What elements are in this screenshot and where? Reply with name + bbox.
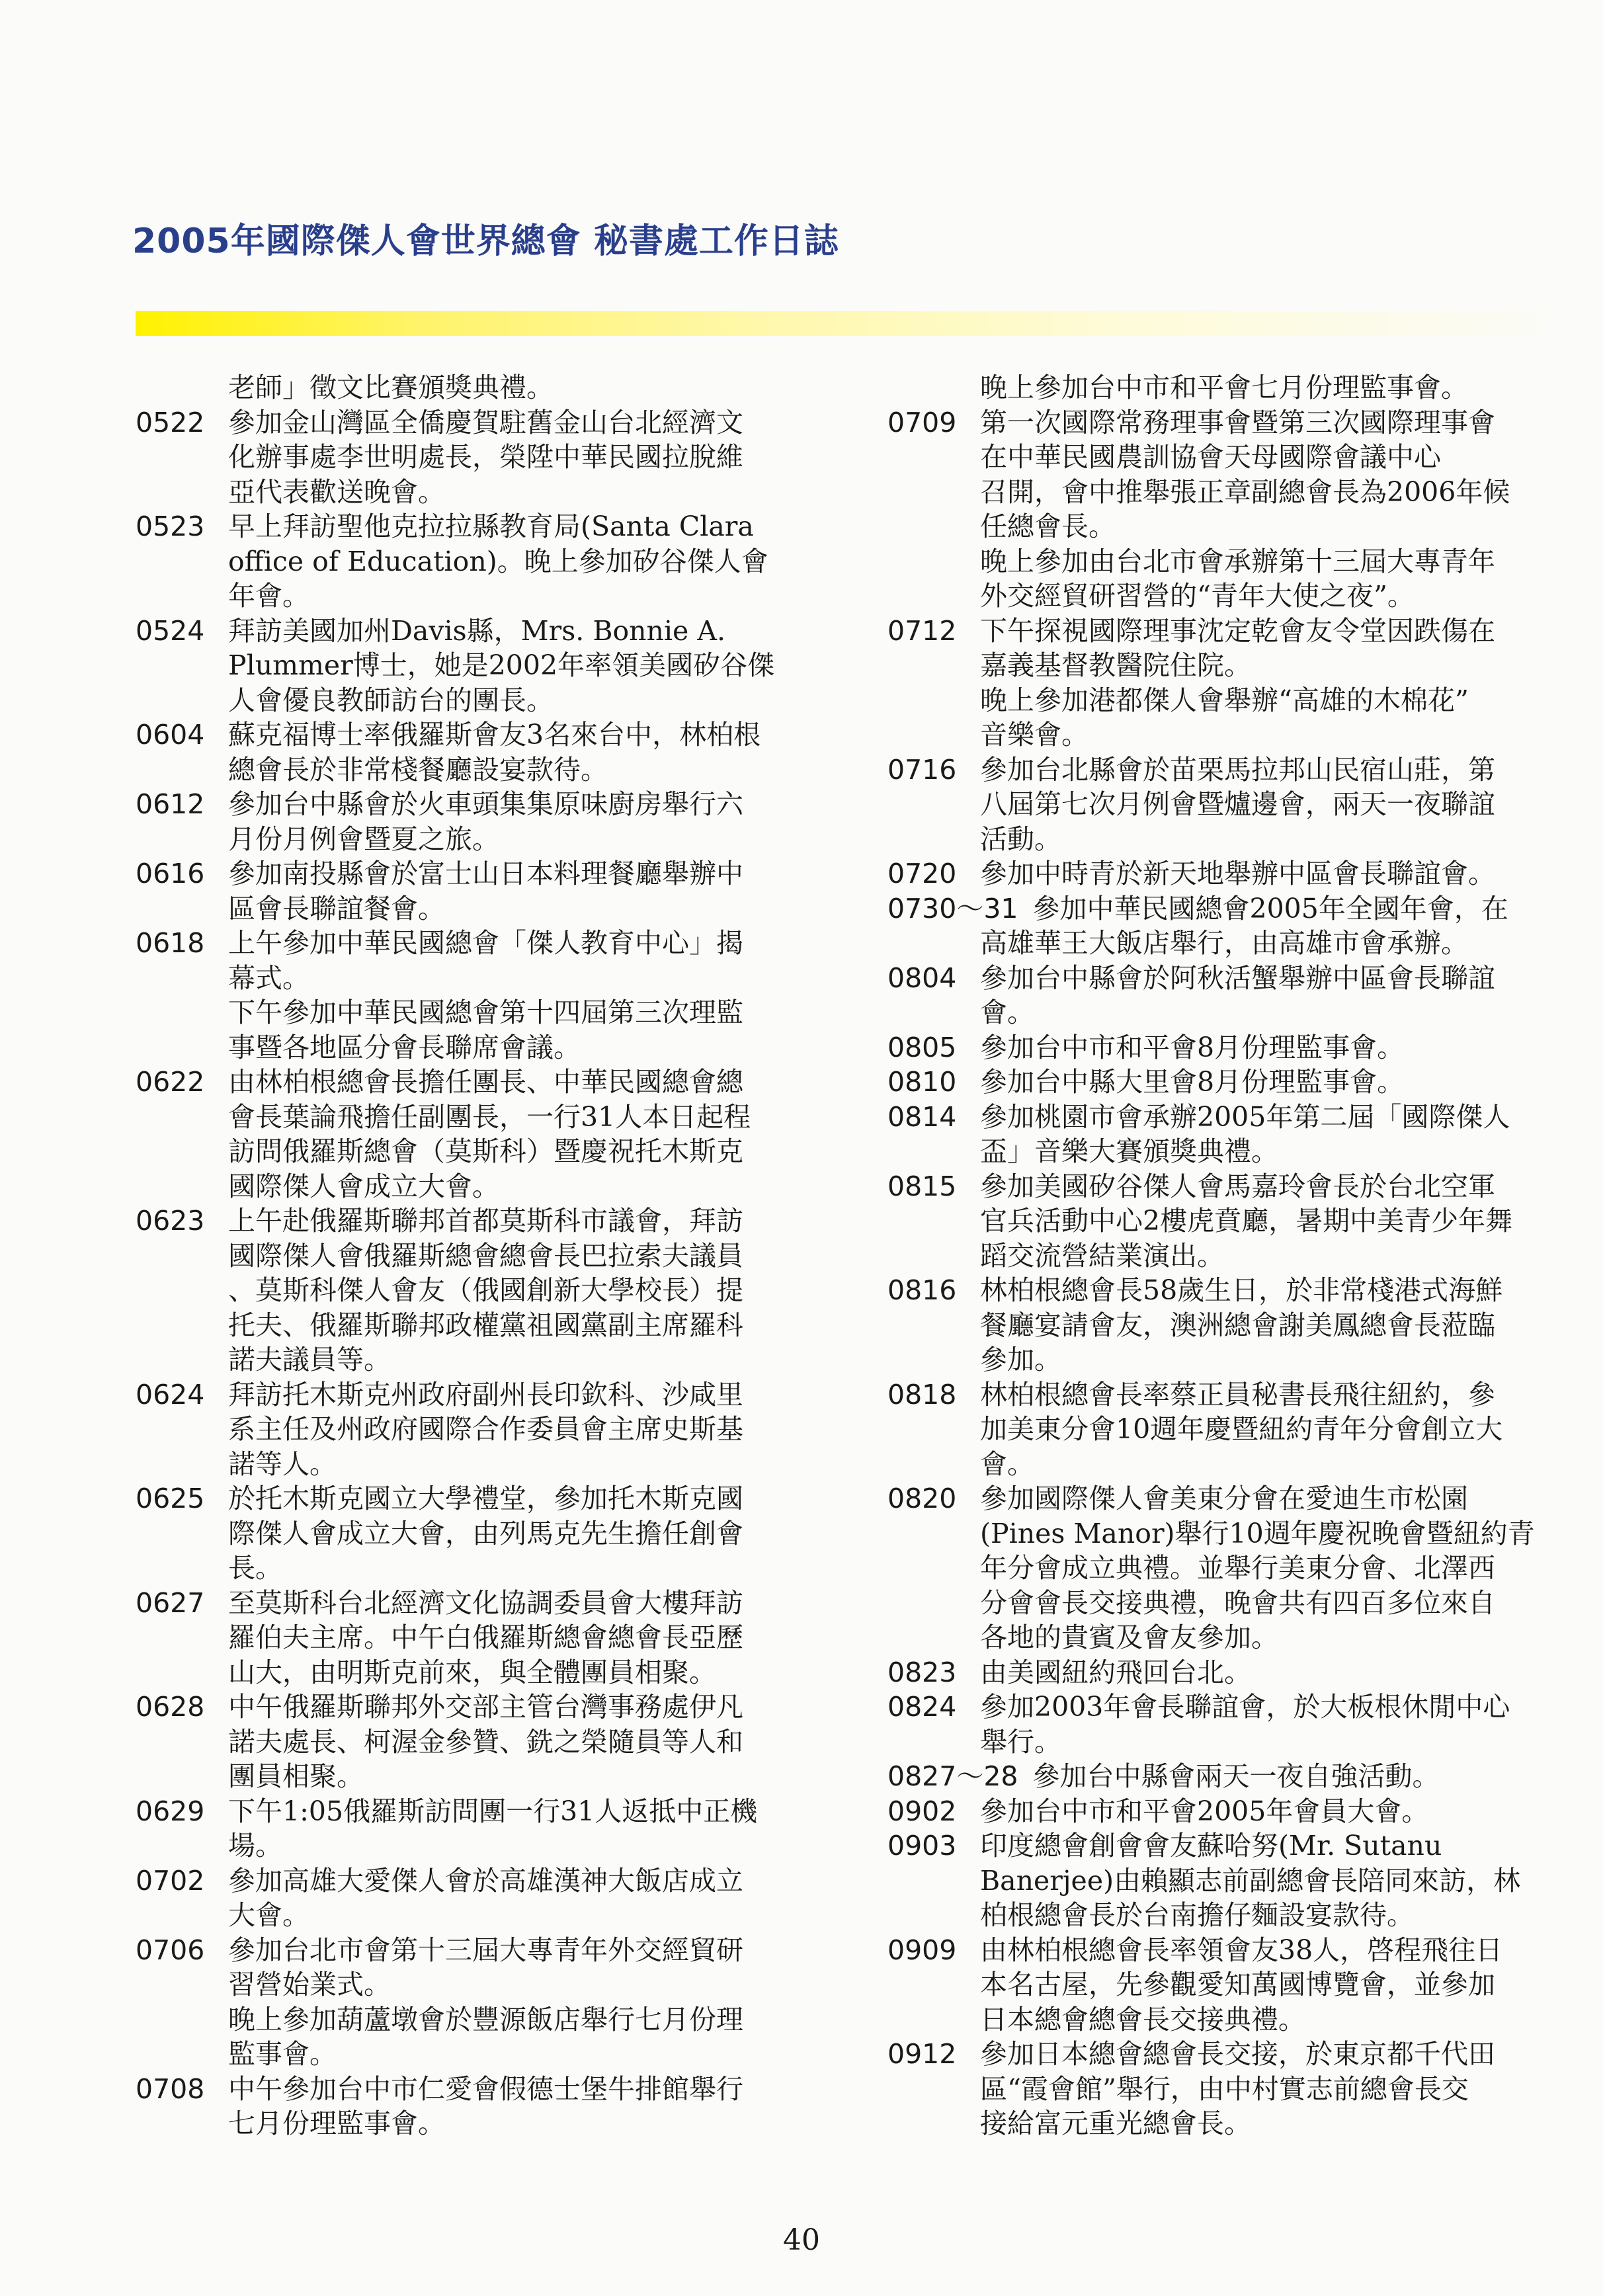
right-column <box>887 370 1549 2141</box>
page-title: 2005年國際傑人會世界總會 秘書處工作日誌 <box>132 222 839 261</box>
entry-date: 0623 <box>136 1205 205 1237</box>
entry-date: 0824 <box>887 1691 957 1723</box>
log-entry <box>136 1794 797 1864</box>
log-entry <box>887 1655 1549 1690</box>
entry-date: 0804 <box>887 962 957 994</box>
log-entry <box>887 1794 1549 1829</box>
entry-text-line: 分會會長交接典禮，晚會共有四百多位來自 <box>980 1586 1495 1619</box>
entry-text-line: 官兵活動中心2樓虎賁廳，暑期中美青少年舞 <box>980 1205 1513 1237</box>
log-entry <box>887 1100 1549 1169</box>
entry-text-line: 由林柏根總會長率領會友38人，啓程飛往日 <box>980 1934 1503 1966</box>
log-entry <box>136 926 797 1065</box>
entry-text-line: 團員相聚。 <box>228 1760 364 1792</box>
log-entry <box>887 1759 1549 1794</box>
entry-text-line: 羅伯夫主席。中午白俄羅斯總會總會長亞歷 <box>228 1621 743 1653</box>
entry-text-line: 由美國紐約飛回台北。 <box>980 1656 1251 1688</box>
entry-date: 0524 <box>136 614 205 647</box>
entry-text-line: 監事會。 <box>228 2038 337 2070</box>
log-entry <box>136 1864 797 1933</box>
entry-date: 0816 <box>887 1274 957 1306</box>
log-entry <box>887 891 1549 961</box>
entry-text-line: 亞代表歡送晚會。 <box>228 475 445 508</box>
entry-date: 0827～28 <box>887 1760 1018 1792</box>
log-entry <box>887 1690 1549 1759</box>
entry-text-line: 加美東分會10週年慶暨紐約青年分會創立大 <box>980 1413 1503 1445</box>
entry-text-line: 任總會長。 <box>980 511 1116 542</box>
log-entry <box>887 856 1549 891</box>
entry-text-line: 林柏根總會長率蔡正員秘書長飛往紐約，參 <box>980 1378 1495 1411</box>
log-entry <box>887 1481 1549 1655</box>
entry-text-line: 系主任及州政府國際合作委員會主席史斯基 <box>228 1413 743 1445</box>
entry-text-line <box>887 891 1549 926</box>
log-entry <box>887 1030 1549 1065</box>
entry-text-line: 各地的貴賓及會友參加。 <box>980 1621 1278 1653</box>
entry-date: 0720 <box>887 858 957 889</box>
entry-text-line: 拜訪托木斯克州政府副州長印欽科、沙咸里 <box>228 1378 743 1411</box>
log-entry <box>136 787 797 856</box>
entry-text-line: 七月份理監事會。 <box>228 2108 445 2139</box>
entry-date: 0909 <box>887 1934 957 1966</box>
entry-date: 0706 <box>136 1934 205 1966</box>
entry-text-line: 參加2003年會長聯誼會，於大板根休閒中心 <box>980 1691 1510 1723</box>
entry-text-line: 化辦事處李世明處長，榮陞中華民國拉脫維 <box>228 441 743 473</box>
entry-date: 0912 <box>887 2038 957 2070</box>
log-entry <box>136 509 797 614</box>
entry-text-line: 人會優良教師訪台的團長。 <box>228 684 554 716</box>
log-entry <box>887 1828 1549 1933</box>
entry-text-line: 總會長於非常棧餐廳設宴款待。 <box>228 753 608 786</box>
entry-text-line: 第一次國際常務理事會暨第三次國際理事會 <box>980 406 1495 438</box>
entry-text-line: 年會。 <box>228 580 309 612</box>
entry-text-line: 至莫斯科台北經濟文化協調委員會大樓拜訪 <box>228 1586 743 1619</box>
entry-text-line: 諾夫處長、柯渥金參贊、銑之榮隨員等人和 <box>228 1725 743 1758</box>
entry-text-line: 中午參加台中市仁愛會假德士堡牛排館舉行 <box>228 2072 743 2105</box>
entry-text-line: 印度總會創會會友蘇哈努(Mr. Sutanu <box>980 1830 1442 1862</box>
entry-text-line: 參加美國矽谷傑人會馬嘉玲會長於台北空軍 <box>980 1170 1495 1202</box>
entry-date: 0627 <box>136 1586 205 1619</box>
entry-text-line: 餐廳宴請會友，澳洲總會謝美鳳總會長蒞臨 <box>980 1309 1495 1341</box>
entry-text-line: 年分會成立典禮。並舉行美東分會、北澤西 <box>980 1552 1495 1584</box>
entry-text-line: 托夫、俄羅斯聯邦政權黨祖國黨副主席羅科 <box>228 1309 743 1341</box>
entry-text-line: 區會長聯誼餐會。 <box>228 892 445 924</box>
entry-date: 0902 <box>887 1795 957 1827</box>
log-entry <box>136 1690 797 1794</box>
log-entry <box>887 614 1549 753</box>
log-entry <box>887 753 1549 857</box>
entry-text-line: 參加台中縣大里會8月份理監事會。 <box>980 1066 1405 1098</box>
entry-text-line: 於托木斯克國立大學禮堂，參加托木斯克國 <box>228 1483 743 1514</box>
entry-text-line: 嘉義基督教醫院住院。 <box>980 649 1251 681</box>
entry-text: 參加中華民國總會2005年全國年會，在 <box>1032 892 1508 924</box>
entry-text-line: 、莫斯科傑人會友（俄國創新大學校長）提 <box>228 1274 743 1306</box>
entry-text-line: 會。 <box>980 1448 1034 1480</box>
log-entry <box>136 1377 797 1482</box>
entry-date: 0818 <box>887 1378 957 1411</box>
entry-text-line: 場。 <box>228 1830 282 1862</box>
entry-date: 0820 <box>887 1483 957 1514</box>
log-entry <box>887 1933 1549 2037</box>
entry-date: 0618 <box>136 927 205 959</box>
entry-date: 0708 <box>136 2072 205 2105</box>
entry-date: 0625 <box>136 1483 205 1514</box>
log-entry <box>136 1586 797 1690</box>
log-entry <box>887 405 1549 614</box>
entry-text-line: 舉行。 <box>980 1725 1061 1758</box>
log-entry <box>136 1933 797 2072</box>
entry-date: 0624 <box>136 1378 205 1411</box>
entry-text-line: 會長葉論飛擔任副團長，一行31人本日起程 <box>228 1100 751 1133</box>
entry-date: 0903 <box>887 1830 957 1862</box>
entry-text-line: 音樂會。 <box>980 719 1089 751</box>
entry-text-line: 山大，由明斯克前來，與全體團員相聚。 <box>228 1656 716 1688</box>
entry-date: 0628 <box>136 1691 205 1723</box>
entry-text-line: (Pines Manor)舉行10週年慶祝晚會暨紐約青 <box>980 1517 1535 1549</box>
entry-text-line: 林柏根總會長58歲生日，於非常棧港式海鮮 <box>980 1274 1503 1306</box>
entry-text-line: 長。 <box>228 1552 282 1584</box>
entry-text-line: 訪問俄羅斯總會（莫斯科）暨慶祝托木斯克 <box>228 1135 743 1167</box>
entry-text-line: 下午參加中華民國總會第十四屆第三次理監 <box>228 997 743 1028</box>
entry-text-line: 參加中時青於新天地舉辦中區會長聯誼會。 <box>980 858 1495 889</box>
entry-date: 0604 <box>136 719 205 751</box>
entry-text-line: 在中華民國農訓協會天母國際會議中心 <box>980 441 1441 473</box>
entry-text-line: Banerjee)由賴顯志前副總會長陪同來訪，林 <box>980 1864 1521 1897</box>
entry-text-line: 參加台中市和平會8月份理監事會。 <box>980 1031 1405 1063</box>
entry-text-line: 區“霞會館”舉行，由中村實志前總會長交 <box>980 2072 1469 2105</box>
log-entry <box>136 1065 797 1204</box>
entry-text-line <box>887 1759 1549 1794</box>
entry-date: 0523 <box>136 511 205 542</box>
left-column <box>136 370 797 2141</box>
entry-date: 0815 <box>887 1170 957 1202</box>
entry-text-line: 下午1:05俄羅斯訪問團一行31人返抵中正機 <box>228 1795 758 1827</box>
entry-text-line: 國際傑人會成立大會。 <box>228 1170 499 1202</box>
entry-text-line: 高雄華王大飯店舉行，由高雄市會承辦。 <box>980 927 1468 959</box>
entry-text: 參加台中縣會兩天一夜自強活動。 <box>1032 1760 1440 1792</box>
entry-text-line: 本名古屋，先參觀愛知萬國博覽會，並參加 <box>980 1969 1495 2000</box>
entry-text-line: Plummer博士，她是2002年率領美國矽谷傑 <box>228 649 775 681</box>
entry-text-line: 外交經貿研習營的“青年大使之夜”。 <box>980 580 1415 612</box>
log-entry <box>136 718 797 787</box>
entry-text-line: 蹈交流營結業演出。 <box>980 1239 1224 1272</box>
entry-text-line: 幕式。 <box>228 962 309 994</box>
entry-text-line: 八屆第七次月例會暨爐邊會，兩天一夜聯誼 <box>980 788 1495 820</box>
log-entry <box>887 1065 1549 1100</box>
entry-text-line: 國際傑人會俄羅斯總會總會長巴拉索夫議員 <box>228 1239 743 1272</box>
entry-text-line: 參加台中市和平會2005年會員大會。 <box>980 1795 1429 1827</box>
entry-date: 0629 <box>136 1795 205 1827</box>
entry-text-line: 參加日本總會總會長交接，於東京都千代田 <box>980 2038 1495 2070</box>
entry-text-line: 晚上參加台中市和平會七月份理監事會。 <box>980 372 1468 403</box>
entry-text-line: 晚上參加港都傑人會舉辦“高雄的木棉花” <box>980 684 1469 716</box>
log-entry <box>136 614 797 718</box>
entry-date: 0522 <box>136 406 205 438</box>
yellow-gradient-rule <box>136 311 1543 336</box>
entry-text-line: 參加高雄大愛傑人會於高雄漢神大飯店成立 <box>228 1864 743 1897</box>
entry-date: 0622 <box>136 1066 205 1098</box>
entry-text-line: 參加南投縣會於富士山日本料理餐廳舉辦中 <box>228 858 743 889</box>
entry-text-line: 老師」徵文比賽頒獎典禮。 <box>228 372 554 403</box>
entry-text-line: 上午參加中華民國總會「傑人教育中心」揭 <box>228 927 743 959</box>
log-entry <box>136 370 797 405</box>
entry-text-line: 參加國際傑人會美東分會在愛迪生市松園 <box>980 1483 1468 1514</box>
entry-text-line: 月份月例會暨夏之旅。 <box>228 823 499 855</box>
entry-text-line: 參加桃園市會承辦2005年第二屆「國際傑人 <box>980 1100 1510 1133</box>
entry-text-line: 中午俄羅斯聯邦外交部主管台灣事務處伊凡 <box>228 1691 743 1723</box>
entry-text-line: 晚上參加由台北市會承辦第十三屆大專青年 <box>980 545 1495 577</box>
entry-text-line: 拜訪美國加州Davis縣，Mrs. Bonnie A. <box>228 614 725 647</box>
log-entry <box>887 2037 1549 2141</box>
log-entry <box>887 1273 1549 1377</box>
entry-text-line: 事暨各地區分會長聯席會議。 <box>228 1031 581 1063</box>
entry-text-line: 參加台中縣會於火車頭集集原味廚房舉行六 <box>228 788 743 820</box>
entry-text-line: 柏根總會長於台南擔仔麵設宴款待。 <box>980 1899 1414 1931</box>
log-entry <box>887 370 1549 405</box>
entry-text-line: 參加台中縣會於阿秋活蟹舉辦中區會長聯誼 <box>980 962 1495 994</box>
log-entry <box>887 1377 1549 1482</box>
log-entry <box>136 1481 797 1586</box>
entry-date: 0709 <box>887 406 957 438</box>
log-entry <box>136 1204 797 1377</box>
entry-date: 0616 <box>136 858 205 889</box>
entry-text-line: 會。 <box>980 997 1034 1028</box>
entry-text-line: 蘇克福博士率俄羅斯會友3名來台中，林柏根 <box>228 719 761 751</box>
entry-text-line: 下午探視國際理事沈定乾會友令堂因跌傷在 <box>980 614 1495 647</box>
entry-text-line: 由林柏根總會長擔任團長、中華民國總會總 <box>228 1066 743 1098</box>
entry-text-line: 際傑人會成立大會，由列馬克先生擔任創會 <box>228 1517 743 1549</box>
entry-date: 0730～31 <box>887 892 1018 924</box>
log-entry <box>887 1169 1549 1274</box>
log-entry <box>136 405 797 510</box>
log-entry <box>136 2072 797 2141</box>
entry-text-line: 大會。 <box>228 1899 309 1931</box>
entry-text-line: 參加台北市會第十三屆大專青年外交經貿研 <box>228 1934 743 1966</box>
entry-text-line: 參加台北縣會於苗栗馬拉邦山民宿山莊，第 <box>980 753 1495 786</box>
entry-date: 0810 <box>887 1066 957 1098</box>
entry-date: 0823 <box>887 1656 957 1688</box>
entry-text-line: 晚上參加葫蘆墩會於豐源飯店舉行七月份理 <box>228 2003 743 2035</box>
page-number: 40 <box>783 2223 820 2257</box>
entry-text-line: 上午赴俄羅斯聯邦首都莫斯科市議會，拜訪 <box>228 1205 743 1237</box>
entry-date: 0814 <box>887 1100 957 1133</box>
entry-date: 0702 <box>136 1864 205 1897</box>
entry-text-line: 習營始業式。 <box>228 1969 391 2000</box>
log-entry <box>887 961 1549 1030</box>
entry-text-line: 盃」音樂大賽頒獎典禮。 <box>980 1135 1278 1167</box>
entry-text-line: 參加。 <box>980 1344 1061 1375</box>
entry-text-line: 諾夫議員等。 <box>228 1344 391 1375</box>
entry-text-line: 早上拜訪聖他克拉拉縣教育局(Santa Clara <box>228 511 754 542</box>
entry-date: 0712 <box>887 614 957 647</box>
entry-date: 0805 <box>887 1031 957 1063</box>
entry-date: 0716 <box>887 753 957 786</box>
entry-text-line: 參加金山灣區全僑慶賀駐舊金山台北經濟文 <box>228 406 743 438</box>
entry-text-line: 活動。 <box>980 823 1061 855</box>
entry-date: 0612 <box>136 788 205 820</box>
entry-text-line: 接給富元重光總會長。 <box>980 2108 1251 2139</box>
entry-text-line: 召開，會中推舉張正章副總會長為2006年候 <box>980 475 1510 508</box>
entry-text-line: 日本總會總會長交接典禮。 <box>980 2003 1305 2035</box>
entry-text-line: 諾等人。 <box>228 1448 337 1480</box>
log-entry <box>136 856 797 926</box>
entry-text-line: office of Education)。晚上參加矽谷傑人會 <box>228 545 768 577</box>
